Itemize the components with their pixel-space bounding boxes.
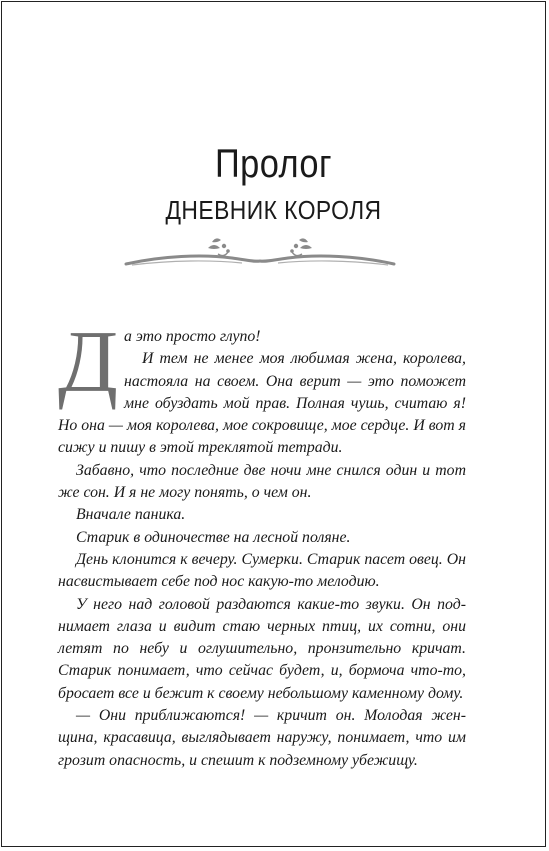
flourish-ornament-icon (122, 230, 398, 274)
paragraph: Забавно, что последние две ночи мне снился один и тот же сон. И я не могу понять, о чем он. (58, 461, 466, 502)
drop-cap: Д (58, 314, 119, 411)
paragraph: И тем не менее моя любимая жена, королева, настояла на своем. Она верит — это поможет мне обуздать мой прав. Полная чушь, считаю я! Но она — моя королева, мое сокровище, мое сердце. И вот я сижу и пишу в этой треклятой тетради. (58, 350, 466, 457)
chapter-subtitle: ДНЕВНИК КОРОЛЯ (165, 195, 382, 225)
paragraph: День клонится к вечеру. Сумерки. Старик пасет овец. Он насвистывает себе под нос какую-то мелодию. (58, 550, 466, 591)
book-page (1, 1, 546, 847)
paragraph: Старик в одиночестве на лесной поляне. (76, 528, 351, 546)
paragraph: У него над головой раздаются какие-то звуки. Он поднимает глаза и видит стаю черных птиц, их сотни, они летят по небу и оглушительно, пронзительно кричат. Старик понимает, что сейчас будет, и, бормоча что-то, бросает все и бежит к своему небольшому каменному дому. (58, 595, 466, 702)
chapter-title: Пролог (215, 142, 332, 186)
paragraph: Вначале паника. (76, 506, 186, 524)
paragraph: Да это просто глупо! (58, 314, 261, 411)
prologue-text (58, 314, 466, 772)
paragraph: — Они приближаются! — кричит он. Молодая женщина, красавица, выглядывает наружу, понимает, что им грозит опасность, и спешит к подземному убежищу. (58, 707, 466, 769)
